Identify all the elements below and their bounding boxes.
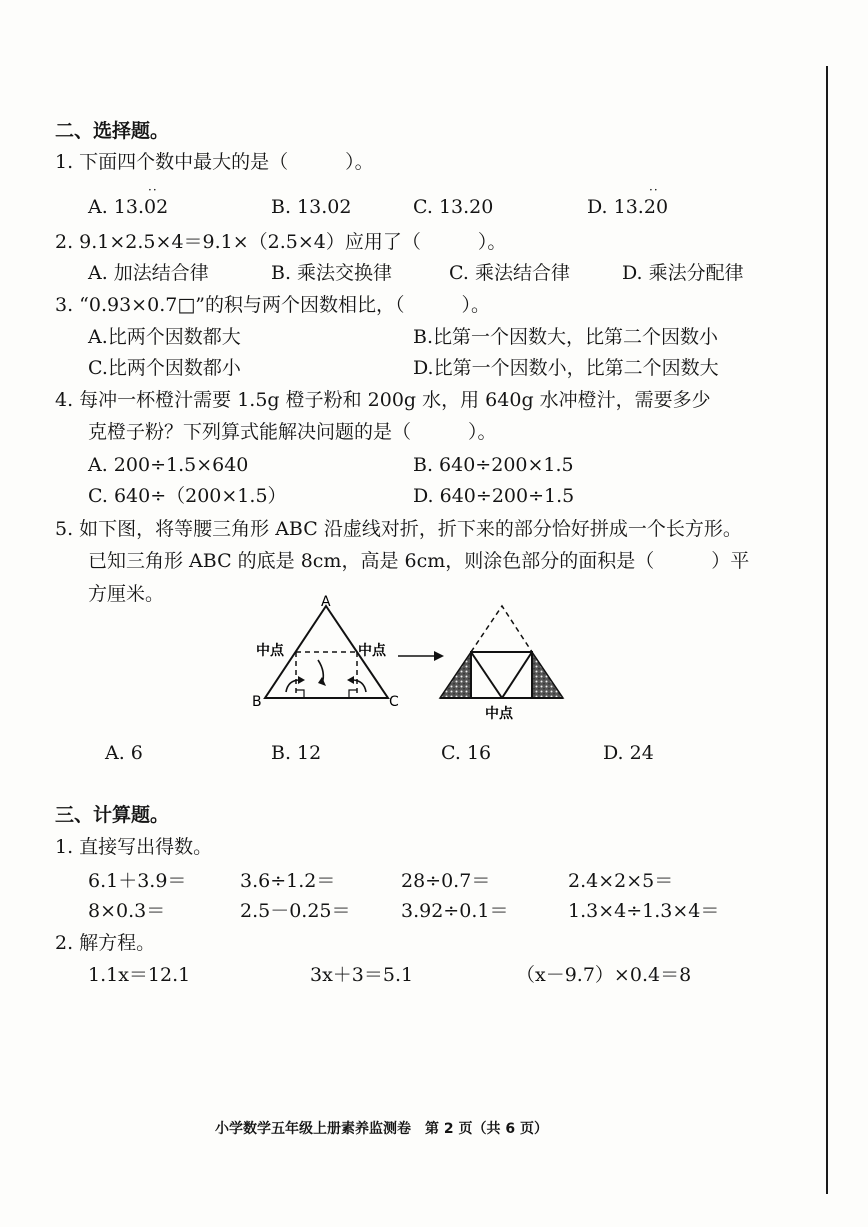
calc-item: 2.4×2×5＝ bbox=[568, 870, 674, 892]
calc-q1-stem: 1. 直接写出得数。 bbox=[55, 836, 213, 858]
q4-option-a: A. 200÷1.5×640 bbox=[88, 454, 249, 476]
vertex-label-b: B bbox=[252, 694, 262, 710]
q1-option-a: A. 13.02 bbox=[88, 196, 169, 218]
q1-option-b: B. 13.02 bbox=[271, 196, 352, 218]
q5-stem-line-1: 5. 如下图，将等腰三角形 ABC 沿虚线对折，折下来的部分恰好拼成一个长方形。 bbox=[55, 518, 742, 540]
q5-stem-line-3: 方厘米。 bbox=[88, 583, 165, 605]
q5-option-a: A. 6 bbox=[105, 742, 143, 764]
midpoint-label-right: 中点 bbox=[358, 643, 386, 659]
q5-option-b: B. 12 bbox=[271, 742, 322, 764]
calc-item: 3.6÷1.2＝ bbox=[240, 870, 336, 892]
calc-item: 2.5－0.25＝ bbox=[240, 900, 351, 922]
right-angle-mark bbox=[349, 690, 357, 698]
q2-option-a: A. 加法结合律 bbox=[88, 262, 209, 284]
folded-top-dashed-outline bbox=[471, 606, 532, 652]
equation: 3x＋3＝5.1 bbox=[310, 964, 414, 986]
section-2-title: 二、选择题。 bbox=[55, 120, 170, 142]
fold-edge-line bbox=[471, 652, 502, 698]
right-angle-mark bbox=[296, 690, 304, 698]
q2-option-c: C. 乘法结合律 bbox=[449, 262, 570, 284]
q5-option-c: C. 16 bbox=[441, 742, 492, 764]
margin-rule-line bbox=[826, 66, 828, 1194]
q3-option-a: A.比两个因数都大 bbox=[88, 326, 241, 348]
q4-option-c: C. 640÷（200×1.5） bbox=[88, 485, 287, 507]
q2-option-b: B. 乘法交换律 bbox=[271, 262, 393, 284]
rectangle-outline bbox=[471, 652, 532, 698]
q4-option-d: D. 640÷200÷1.5 bbox=[413, 485, 575, 507]
vertex-label-c: C bbox=[389, 694, 399, 710]
q5-triangle-figure bbox=[240, 590, 580, 720]
calc-item: 3.92÷0.1＝ bbox=[401, 900, 509, 922]
q4-stem-line-2: 克橙子粉？下列算式能解决问题的是（ ）。 bbox=[88, 421, 497, 443]
q1-option-c: C. 13.20 bbox=[413, 196, 494, 218]
q4-option-b: B. 640÷200×1.5 bbox=[413, 454, 574, 476]
q1-stem: 1. 下面四个数中最大的是（ ）。 bbox=[55, 151, 374, 173]
section-3-title: 三、计算题。 bbox=[55, 804, 170, 826]
q3-option-d: D.比第一个因数小，比第二个因数大 bbox=[413, 357, 719, 379]
q3-option-c: C.比两个因数都小 bbox=[88, 357, 241, 379]
fold-edge-line bbox=[502, 652, 532, 698]
shaded-right-region bbox=[532, 652, 563, 698]
q2-stem: 2. 9.1×2.5×4＝9.1×（2.5×4）应用了（ ）。 bbox=[55, 231, 507, 253]
calc-item: 28÷0.7＝ bbox=[401, 870, 491, 892]
q3-option-b: B.比第一个因数大，比第二个因数小 bbox=[413, 326, 719, 348]
q5-stem-line-2: 已知三角形 ABC 的底是 8cm，高是 6cm，则涂色部分的面积是（ ）平 bbox=[88, 550, 750, 572]
q3-stem: 3. “0.93×0.7□”的积与两个因数相比，（ ）。 bbox=[55, 294, 490, 316]
equation: 1.1x＝12.1 bbox=[88, 964, 191, 986]
q4-stem-line-1: 4. 每冲一杯橙汁需要 1.5g 橙子粉和 200g 水，用 640g 水冲橙汁，需要多少 bbox=[55, 389, 711, 411]
shaded-left-region bbox=[440, 652, 471, 698]
midpoint-label-left: 中点 bbox=[256, 643, 284, 659]
calc-item: 1.3×4÷1.3×4＝ bbox=[568, 900, 720, 922]
equation: （x－9.7）×0.4＝8 bbox=[516, 964, 692, 986]
page-footer: 小学数学五年级上册素养监测卷 第 2 页（共 6 页） bbox=[215, 1121, 548, 1137]
repeating-decimal-dots: ·· bbox=[649, 183, 659, 197]
calc-item: 6.1＋3.9＝ bbox=[88, 870, 187, 892]
vertex-label-a: A bbox=[321, 594, 331, 610]
calc-q2-stem: 2. 解方程。 bbox=[55, 932, 156, 954]
repeating-decimal-dots: ·· bbox=[148, 183, 158, 197]
midpoint-label-bottom: 中点 bbox=[485, 706, 513, 720]
q2-option-d: D. 乘法分配律 bbox=[622, 262, 744, 284]
q5-option-d: D. 24 bbox=[603, 742, 654, 764]
q1-option-d: D. 13.20 bbox=[587, 196, 669, 218]
calc-item: 8×0.3＝ bbox=[88, 900, 166, 922]
